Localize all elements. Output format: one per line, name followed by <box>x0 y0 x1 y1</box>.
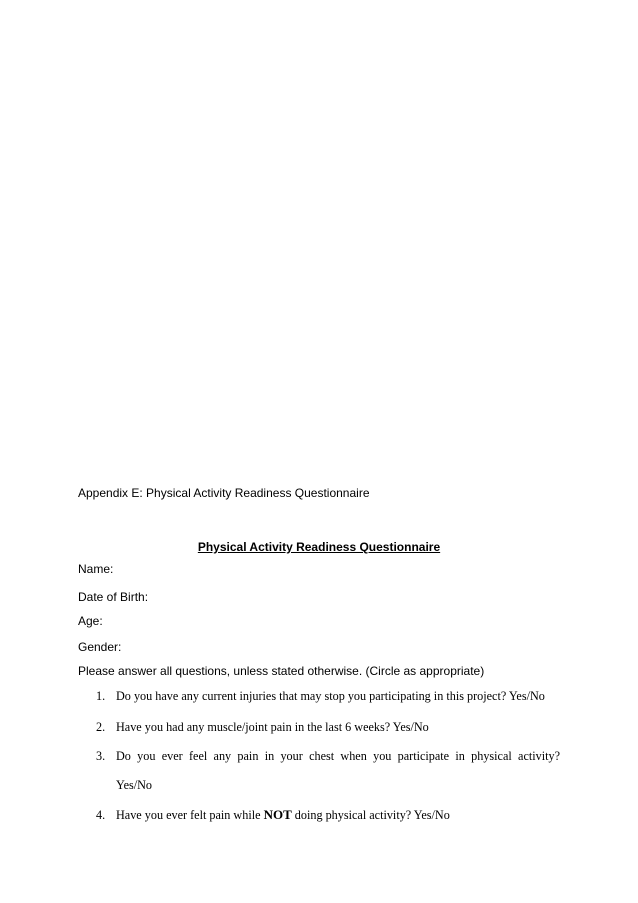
question-answer-options: Yes/No <box>116 778 153 792</box>
dob-field-label: Date of Birth: <box>78 590 149 604</box>
question-text: Do you ever feel any pain in your chest when you participate in physical activity? <box>116 749 560 763</box>
question-emphasis: NOT <box>263 807 292 822</box>
question-number: 3. <box>96 749 106 763</box>
question-number: 1. <box>96 689 106 703</box>
name-field-label: Name: <box>78 562 114 576</box>
question-text-after: doing physical activity? Yes/No <box>291 808 450 822</box>
question-number: 2. <box>96 720 106 734</box>
question-text <box>116 808 450 822</box>
question-text-before: Have you ever felt pain while <box>116 808 264 822</box>
question-number: 4. <box>96 808 106 822</box>
appendix-heading: Appendix E: Physical Activity Readiness Questionnaire <box>78 486 370 500</box>
document-title: Physical Activity Readiness Questionnaire <box>197 540 441 554</box>
age-field-label: Age: <box>78 614 103 628</box>
question-text: Do you have any current injuries that may stop you participating in this project? Yes/No <box>116 689 545 703</box>
gender-field-label: Gender: <box>78 640 122 654</box>
question-text: Have you had any muscle/joint pain in the last 6 weeks? Yes/No <box>116 720 429 734</box>
instructions-text: Please answer all questions, unless stated otherwise. (Circle as appropriate) <box>78 664 485 678</box>
